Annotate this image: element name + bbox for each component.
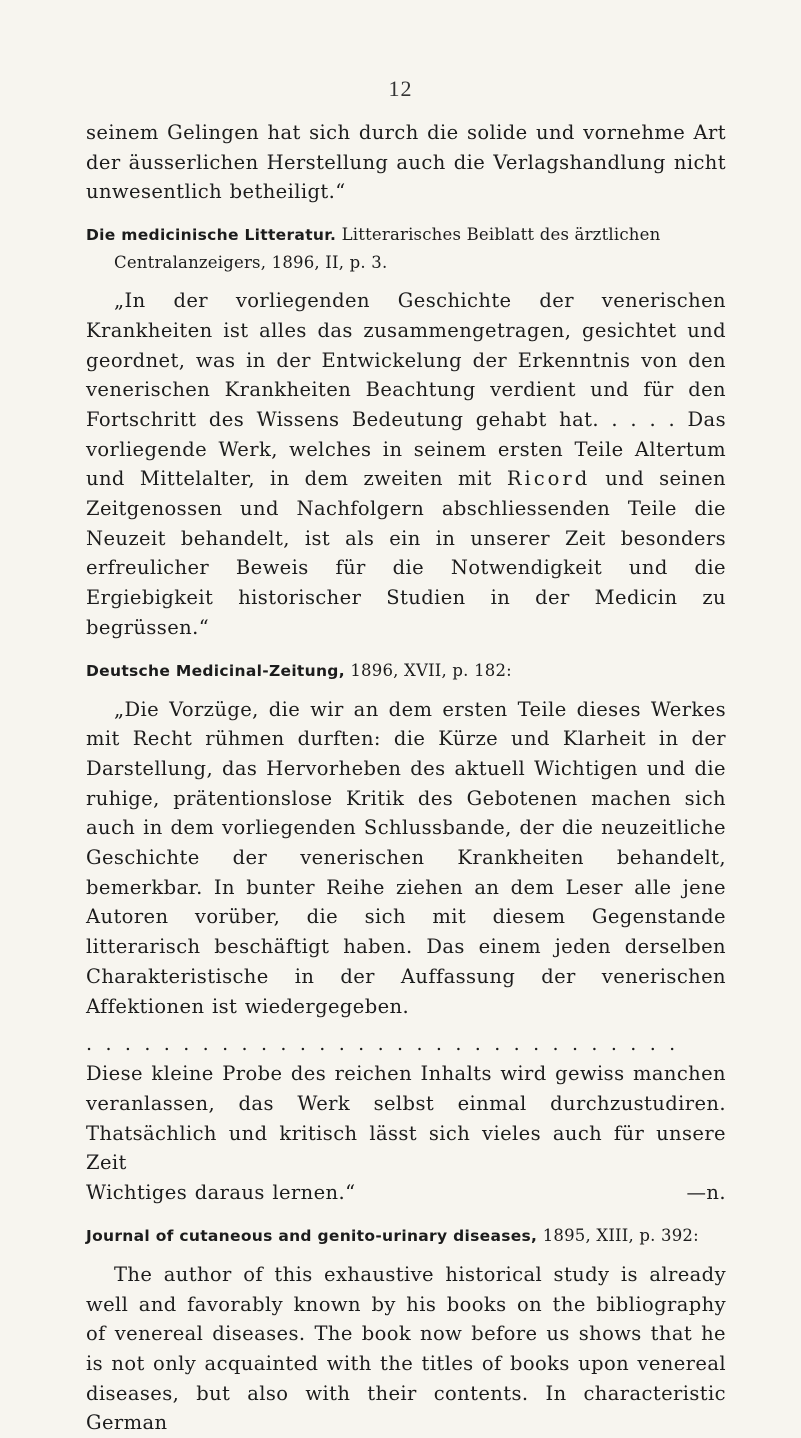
ellipsis-row: ............................... [86, 1033, 689, 1056]
review-source-1 [86, 221, 726, 276]
source-detail: 1896, XVII, p. 182: [344, 660, 512, 680]
page-number: 12 [388, 76, 413, 101]
signoff-text: Wichtiges daraus lernen.“ [86, 1181, 356, 1205]
signoff-line [86, 1178, 726, 1208]
review-quote-3: The author of this exhaustive historical study is already well and favorably known by his books on the bibliography of venereal diseases. The book now before us shows that he is not only acquainted with the titles of books upon venereal diseases, but also with their contents. In characteristic German [86, 1262, 726, 1435]
source-detail: 1895, XIII, p. 392: [537, 1225, 699, 1245]
review-quote-2: „Die Vorzüge, die wir an dem ersten Teile dieses Werkes mit Recht rühmen durften: die Kürze und Klarheit in der Darstellung, das Hervorheben des aktuell Wichtigen und die ruhige, prätentionslose Kritik des Gebotenen machen sich auch in dem vorliegenden Schlussbande, der die neuzeitliche Geschichte der venerischen Krankheiten behandelt, bemerkbar. In bunter Reihe ziehen an dem Leser alle jene Autoren vorüber, die sich mit diesem Gegenstande litterarisch beschäftigt haben. Das einem jeden derselben Charakteristische in der Auffassung der venerischen Affektionen ist wiedergegeben. [86, 697, 726, 1018]
review-source-2 [86, 657, 726, 685]
review-quote-1: „In der vorliegenden Geschichte der venerischen Krankheiten ist alles das zusammengetragen, gesichtet und geordnet, was in der Entwickelung der Erkenntnis von den venerischen Krankheiten Beachtung verdient und für den Fortschritt des Wissens Bedeutung gehabt hat. . . . . Das vorliegende Werk, welches in seinem ersten Teile Altertum und Mittelalter, in dem zweiten mit Ricord und seinen Zeitgenossen und Nachfolgern abschliessenden Teile die Neuzeit behandelt, ist als ein in unserer Zeit besonders erfreulicher Beweis für die Notwendigkeit und die Ergiebigkeit historischer Studien in der Medicin zu begrüssen.“ [86, 289, 726, 639]
source-detail: Litterarisches Beiblatt des ärztlichen Centralanzeigers, 1896, II, p. 3. [114, 225, 661, 273]
author-name-spaced: Ricord [506, 467, 591, 491]
paragraph-continuation: seinem Gelingen hat sich durch die solide und vornehme Art der äusserlichen Herstellung auch die Verlagshandlung nicht unwesentlich betheiligt.“ [86, 121, 726, 204]
source-name: Deutsche Medicinal-Zeitung, [86, 661, 345, 680]
review-source-3 [86, 1222, 726, 1250]
page-content [86, 118, 726, 1438]
source-name: Journal of cutaneous and genito-urinary diseases, [86, 1226, 538, 1245]
source-name: Die medicinische Litteratur. [86, 226, 337, 245]
reviewer-signature: —n. [686, 1181, 726, 1205]
review-quote-2-conclusion: Diese kleine Probe des reichen Inhalts wird gewiss manchen veranlassen, das Werk selbst einmal durchzustudiren. Thatsächlich und kritisch lässt sich vieles auch für unsere Zeit [86, 1062, 726, 1175]
